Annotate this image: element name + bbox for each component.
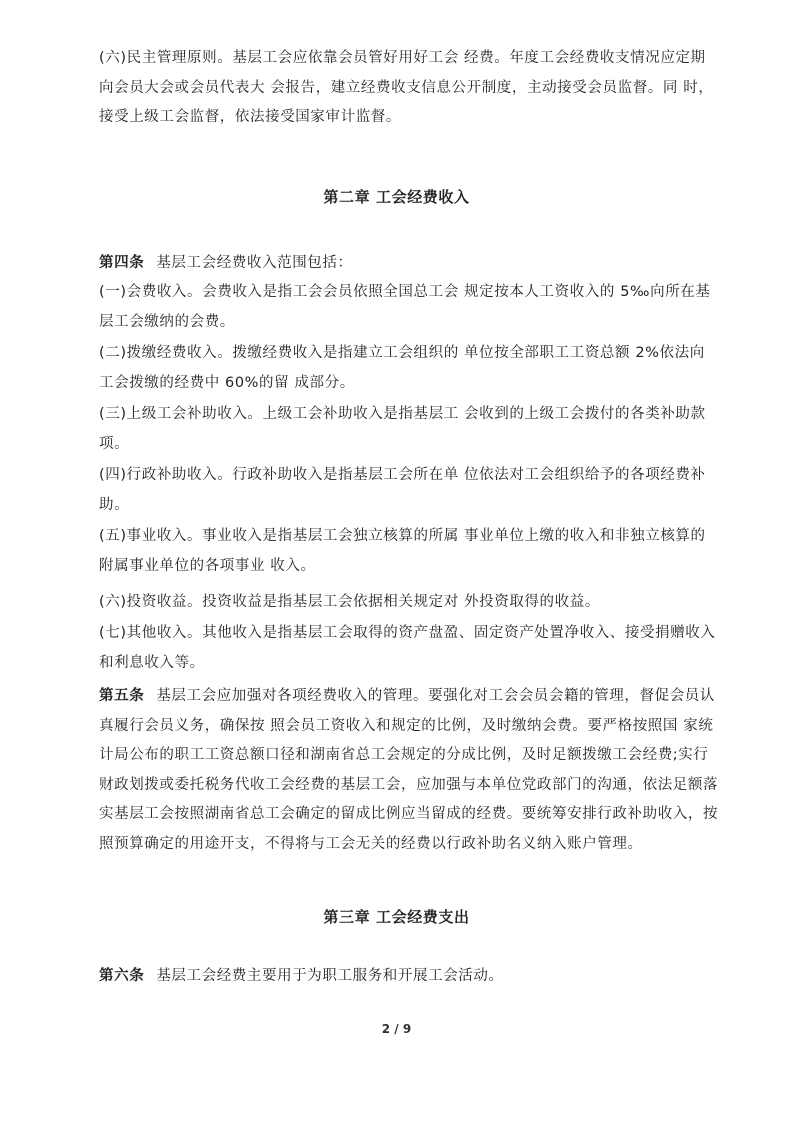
article-5-paragraph: [99, 682, 719, 859]
article-4-lead: 第四条: [99, 255, 145, 271]
article-6-paragraph: [99, 962, 719, 992]
article-4-paragraph: [99, 249, 719, 279]
page-number: 2 / 9: [381, 1022, 412, 1036]
article-4-item-7-text: (七)其他收入。其他收入是指基层工会取得的资产盘盈、固定资产处置净收入、接受捐赠收入和利息收入等。: [99, 625, 716, 671]
article-4-item-7: [99, 619, 719, 678]
article-6-lead: 第六条: [99, 968, 145, 984]
article-6-text: 基层工会经费主要用于为职工服务和开展工会活动。: [156, 968, 504, 984]
chapter-3-title: 第三章 工会经费支出: [323, 908, 470, 926]
principle-6-text: (六)民主管理原则。基层工会应依靠会员管好用好工会 经费。年度工会经费收支情况应定期向会员大会或会员代表大 会报告，建立经费收支信息公开制度，主动接受会员监督。同 时，接受上级工会监督，依法接受国家审计监督。: [99, 50, 714, 125]
article-4-item-5: [99, 522, 719, 581]
chapter-2-title: 第二章 工会经费收入: [323, 188, 470, 206]
article-4-item-3-text: (三)上级工会补助收入。上级工会补助收入是指基层工 会收到的上级工会拨付的各类补助款项。: [99, 406, 706, 452]
article-4-text: 基层工会经费收入范围包括：: [156, 255, 353, 271]
article-4-item-2: [99, 339, 719, 398]
article-4-item-4-text: (四)行政补助收入。行政补助收入是指基层工会所在单 位依法对工会组织给予的各项经费补助。: [99, 467, 706, 513]
article-4-item-3: [99, 400, 719, 459]
article-4-item-4: [99, 461, 719, 520]
article-5-lead: 第五条: [99, 688, 145, 704]
principle-6-paragraph: [99, 44, 719, 133]
article-4-item-6-text: (六)投资收益。投资收益是指基层工会依据相关规定对 外投资取得的收益。: [99, 594, 600, 610]
article-4-item-1-text: (一)会费收入。会费收入是指工会会员依照全国总工会 规定按本人工资收入的 5‰向所在基层工会缴纳的会费。: [99, 284, 711, 330]
article-4-item-2-text: (二)拨缴经费收入。拨缴经费收入是指建立工会组织的 单位按全部职工工资总额 2%依法向工会拨缴的经费中 60%的留 成部分。: [99, 345, 705, 391]
article-4-item-6: [99, 588, 719, 618]
article-4-item-1: [99, 278, 719, 337]
article-5-text: 基层工会应加强对各项经费收入的管理。要强化对工会会员会籍的管理，督促会员认真履行会员义务，确保按 照会员工资收入和规定的比例，及时缴纳会费。要严格按照国 家统计局公布的职工工资总额口径和湖南省总工会规定的分成比例，及时足额拨缴工会经费;实行财政划拨或委托税务代收工会经费的基层工会，应加强与本单位党政部门的沟通，依法足额落实基层工会按照湖南省总工会确定的留成比例应当留成的经费。要统筹安排行政补助收入，按照预算确定的用途开支，不得将与工会无关的经费以行政补助名义纳入账户管理。: [99, 688, 719, 852]
article-4-item-5-text: (五)事业收入。事业收入是指基层工会独立核算的所属 事业单位上缴的收入和非独立核算的附属事业单位的各项事业 收入。: [99, 528, 706, 574]
